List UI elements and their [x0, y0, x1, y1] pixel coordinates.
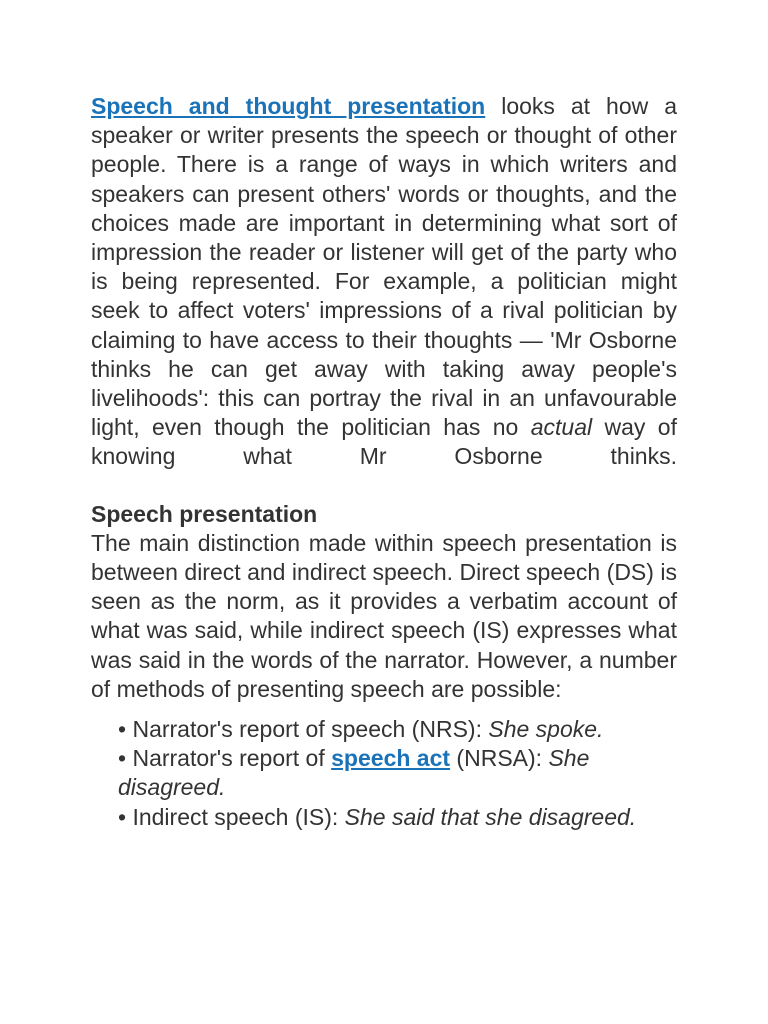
speech-methods-list	[91, 715, 677, 832]
list-item-label-end: (NRSA):	[450, 745, 549, 772]
intro-paragraph	[91, 92, 677, 472]
speech-act-link[interactable]: speech act	[331, 745, 451, 772]
list-item-example: She said that she disagreed.	[344, 803, 637, 830]
list-item-example: She spoke.	[488, 716, 604, 743]
bullet-icon: •	[118, 803, 127, 830]
intro-text-end: way of knowing what Mr Osborne thinks.	[91, 414, 677, 470]
list-item	[118, 744, 677, 802]
list-item	[118, 803, 677, 832]
section-heading: Speech presentation	[91, 500, 318, 527]
bullet-icon: •	[118, 745, 127, 772]
bullet-icon: •	[118, 716, 127, 743]
intro-text: looks at how a speaker or writer presents the speech or thought of other people. There is a range of ways in which writers and speakers can present others' words or thoughts, and the choices made are important in determining what sort of impression the reader or listener will get of the party who is being represented. For example, a politician might seek to affect voters' impressions of a rival politician by claiming to have access to their thoughts — 'Mr Osborne thinks he can get away with taking away people's livelihoods': this can portray the rival in an unfavourable light, even though the politician has no	[91, 93, 678, 441]
speech-thought-presentation-link[interactable]: Speech and thought presentation	[91, 93, 486, 119]
list-item-example: She disagreed.	[118, 745, 590, 801]
document-body	[91, 92, 677, 832]
list-item-label: Narrator's report of speech (NRS):	[126, 716, 489, 743]
list-item	[118, 715, 677, 744]
speech-paragraph: The main distinction made within speech presentation is between direct and indirect speech. Direct speech (DS) is seen as the norm, as it provides a verbatim account of what was said, while indirect speech (IS) expresses what was said in the words of the narrator. However, a number of methods of presenting speech are possible:	[91, 529, 677, 702]
intro-emphasis: actual	[530, 414, 593, 441]
list-item-label: Narrator's report of	[126, 745, 332, 772]
list-item-label: Indirect speech (IS):	[126, 803, 345, 830]
